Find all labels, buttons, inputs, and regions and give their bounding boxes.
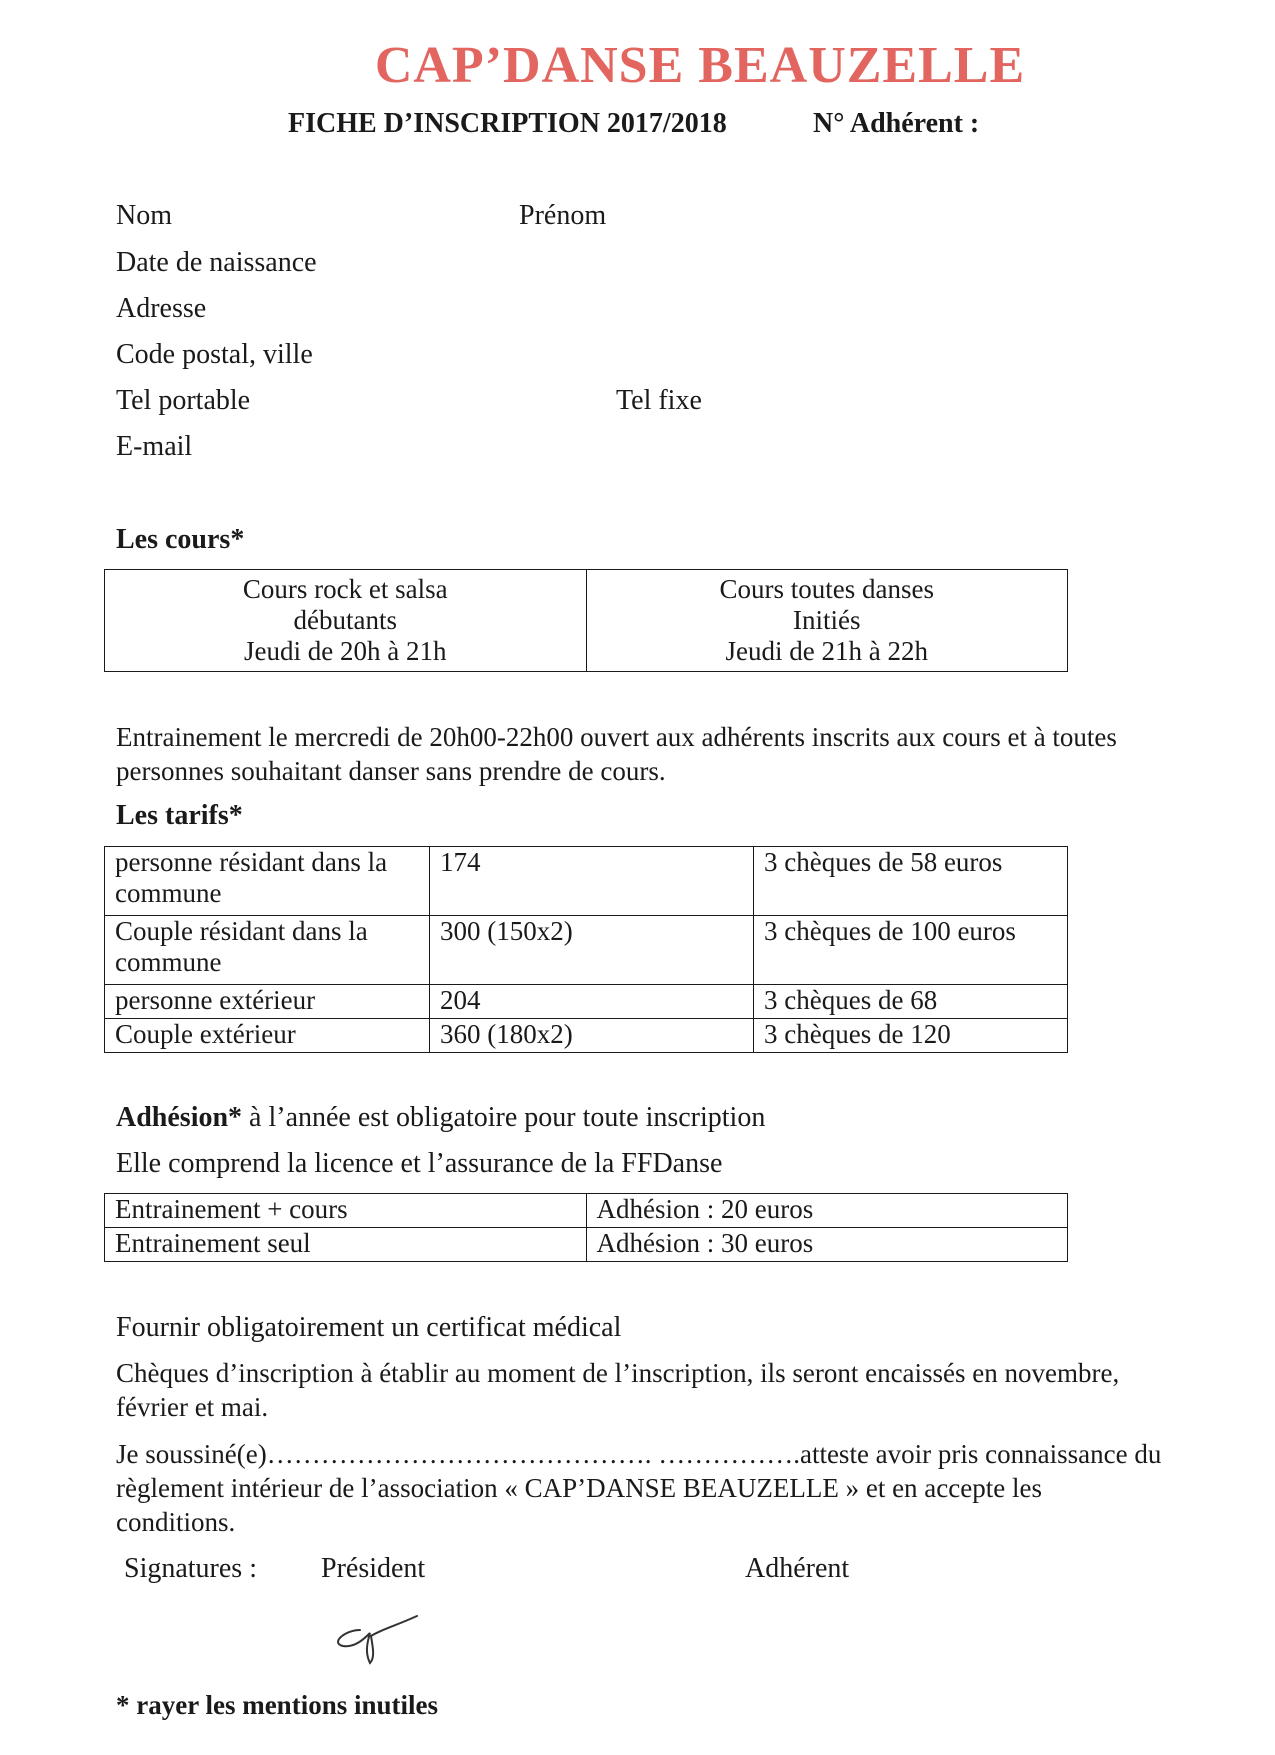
attestation-text: Je soussiné(e)……………………………………. …………….atteste avoir pris connaissance du règlement intérieur de l’association « CAP’DANSE BEAUZELLE » et en accepte les conditions. <box>116 1439 1162 1537</box>
tarif-price: 300 (150x2) <box>430 916 754 985</box>
tarif-price: 204 <box>430 985 754 1019</box>
tarif-label: personne résidant dans la commune <box>105 847 430 916</box>
tarif-label: personne extérieur <box>105 985 430 1019</box>
adhesion-heading-bold: Adhésion* <box>116 1102 243 1133</box>
cours-debutants-line1: Cours rock et salsa <box>242 574 448 604</box>
tarifs-row <box>105 847 1068 916</box>
tarif-payment: 3 chèques de 58 euros <box>754 847 1068 916</box>
adhesion-heading-rest: à l’année est obligatoire pour toute inscription <box>242 1102 766 1133</box>
cours-debutants-line2: débutants <box>293 605 397 635</box>
adhesion-value: Adhésion : 20 euros <box>586 1194 1068 1228</box>
field-code-postal: Code postal, ville <box>116 339 313 370</box>
signatures-label: Signatures : <box>124 1553 257 1584</box>
field-tel-portable: Tel portable <box>116 385 251 416</box>
field-tel-fixe: Tel fixe <box>616 385 702 416</box>
cours-heading: Les cours* <box>116 524 245 555</box>
tarif-label: Couple résidant dans la commune <box>105 916 430 985</box>
president-signature <box>325 1608 425 1668</box>
president-label: Président <box>321 1553 426 1584</box>
field-date-naissance: Date de naissance <box>116 247 317 278</box>
tarif-price: 360 (180x2) <box>430 1019 754 1053</box>
tarifs-row <box>105 916 1068 985</box>
member-number-label: N° Adhérent : <box>813 108 980 139</box>
field-prenom: Prénom <box>519 200 607 231</box>
cours-table <box>104 569 1068 672</box>
adhesion-row <box>105 1228 1068 1262</box>
cours-inities-line1: Cours toutes danses <box>719 574 934 604</box>
form-subtitle: FICHE D’INSCRIPTION 2017/2018 <box>288 108 727 139</box>
field-nom: Nom <box>116 200 172 231</box>
footnote: * rayer les mentions inutiles <box>116 1690 438 1720</box>
tarif-label: Couple extérieur <box>105 1019 430 1053</box>
cheques-text: Chèques d’inscription à établir au moment de l’inscription, ils seront encaissés en novembre, février et mai. <box>116 1358 1120 1422</box>
tarifs-row <box>105 1019 1068 1053</box>
tarif-payment: 3 chèques de 68 <box>754 985 1068 1019</box>
cours-cell-debutants <box>105 570 587 672</box>
tarifs-table <box>104 846 1068 1053</box>
field-email: E-mail <box>116 431 193 462</box>
adhesion-label: Entrainement + cours <box>105 1194 587 1228</box>
cours-inities-line3: Jeudi de 21h à 22h <box>725 636 928 666</box>
cours-inities-line2: Initiés <box>793 605 861 635</box>
certificat-text: Fournir obligatoirement un certificat médical <box>116 1312 622 1343</box>
tarifs-row <box>105 985 1068 1019</box>
tarif-price: 174 <box>430 847 754 916</box>
adhesion-heading <box>116 1102 765 1134</box>
entrainement-text: Entrainement le mercredi de 20h00-22h00 ouvert aux adhérents inscrits aux cours et à toutes personnes souhaitant danser sans prendre de cours. <box>116 722 1117 786</box>
tarif-payment: 3 chèques de 120 <box>754 1019 1068 1053</box>
cours-debutants-line3: Jeudi de 20h à 21h <box>244 636 447 666</box>
adhesion-row <box>105 1194 1068 1228</box>
adhesion-description: Elle comprend la licence et l’assurance de la FFDanse <box>116 1148 723 1179</box>
cours-cell-inities <box>586 570 1068 672</box>
tarifs-heading: Les tarifs* <box>116 800 243 831</box>
adhesion-label: Entrainement seul <box>105 1228 587 1262</box>
tarif-payment: 3 chèques de 100 euros <box>754 916 1068 985</box>
adherent-label: Adhérent <box>745 1553 850 1584</box>
adhesion-value: Adhésion : 30 euros <box>586 1228 1068 1262</box>
page-title <box>0 36 1275 95</box>
adhesion-table <box>104 1193 1068 1262</box>
title-text: CAP’DANSE BEAUZELLE <box>374 37 1026 94</box>
field-adresse: Adresse <box>116 293 207 324</box>
